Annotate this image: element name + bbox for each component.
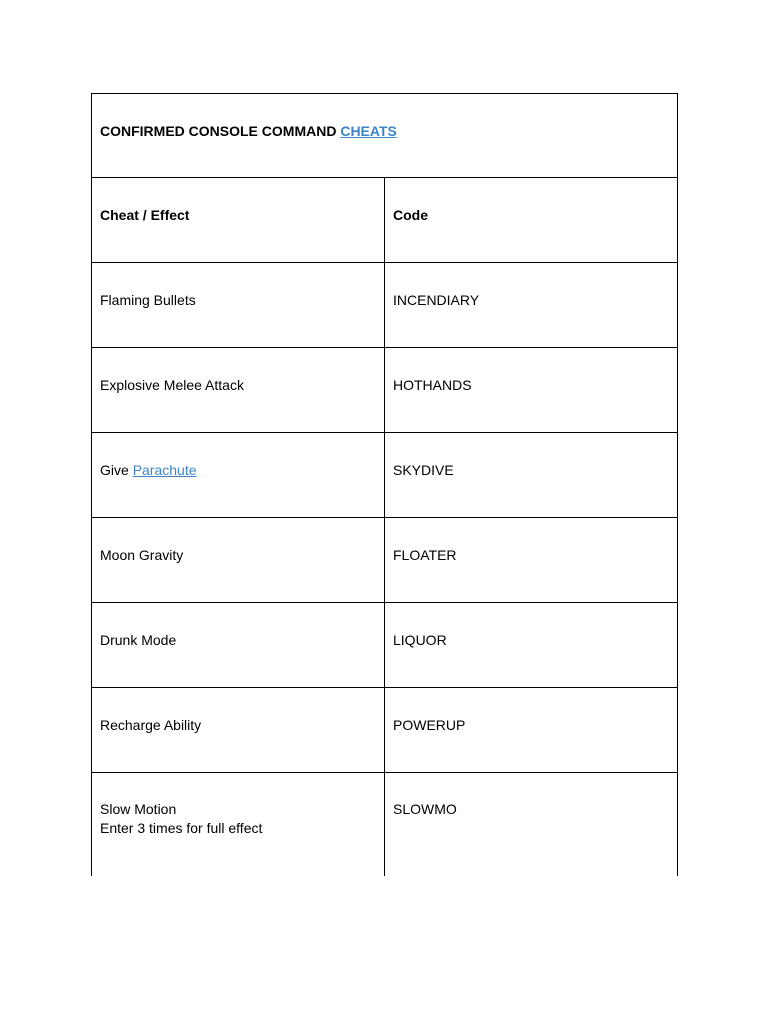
effect-cell: Recharge Ability <box>92 688 385 773</box>
cheats-link[interactable]: CHEATS <box>340 123 397 139</box>
table-row <box>92 518 678 603</box>
table-title-cell <box>92 94 678 178</box>
table-row <box>92 688 678 773</box>
table-row <box>92 433 678 518</box>
table-title-row <box>92 94 678 178</box>
table-header-row <box>92 178 678 263</box>
header-code-label: Code <box>393 207 428 223</box>
table-row <box>92 603 678 688</box>
effect-cell <box>92 773 385 876</box>
effect-cell: Moon Gravity <box>92 518 385 603</box>
effect-cell: Flaming Bullets <box>92 263 385 348</box>
effect-cell: Explosive Melee Attack <box>92 348 385 433</box>
code-cell: FLOATER <box>385 518 678 603</box>
code-cell: SKYDIVE <box>385 433 678 518</box>
table-title-prefix: CONFIRMED CONSOLE COMMAND <box>100 123 341 139</box>
effect-cell: Drunk Mode <box>92 603 385 688</box>
effect-label: Slow Motion <box>100 801 177 817</box>
code-cell: LIQUOR <box>385 603 678 688</box>
table-row <box>92 263 678 348</box>
parachute-link[interactable]: Parachute <box>132 462 197 478</box>
table-row <box>92 773 678 876</box>
effect-cell <box>92 433 385 518</box>
table-row <box>92 348 678 433</box>
code-cell: HOTHANDS <box>385 348 678 433</box>
code-cell: INCENDIARY <box>385 263 678 348</box>
header-effect <box>92 178 385 263</box>
code-cell: SLOWMO <box>385 773 678 876</box>
cheats-table <box>91 93 678 876</box>
table-title <box>100 123 397 139</box>
effect-prefix: Give <box>100 462 133 478</box>
header-code <box>385 178 678 263</box>
header-effect-label: Cheat / Effect <box>100 207 190 223</box>
effect-note: Enter 3 times for full effect <box>100 820 263 836</box>
code-cell: POWERUP <box>385 688 678 773</box>
